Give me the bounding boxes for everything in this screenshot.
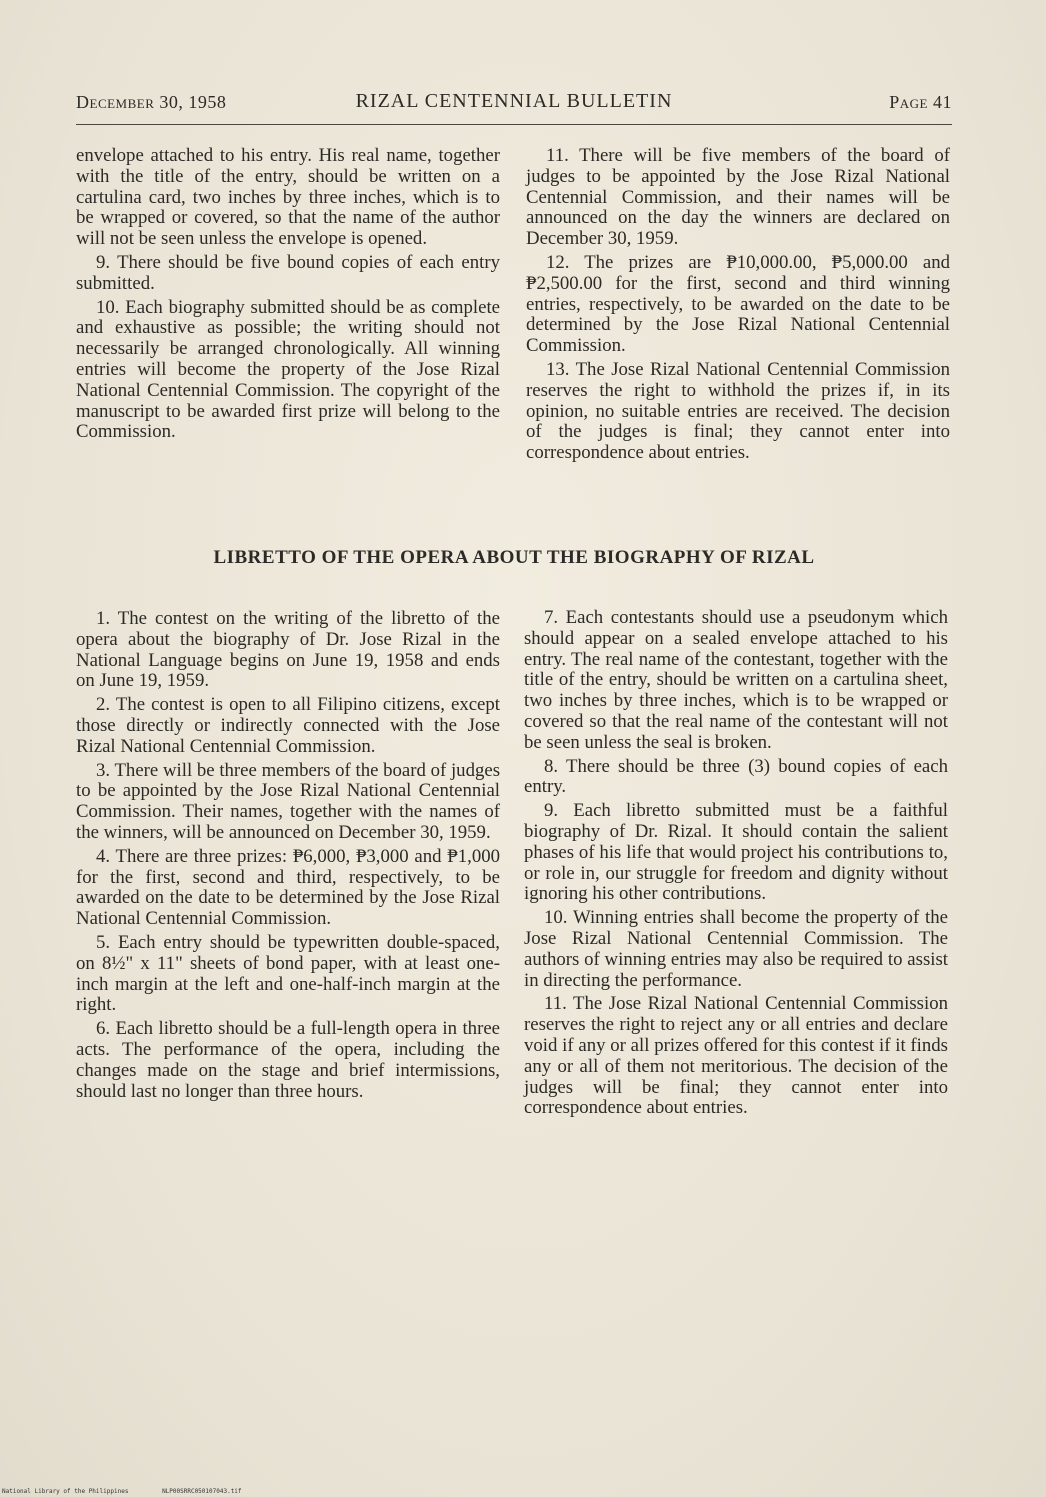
library-credit: National Library of the Philippines xyxy=(2,1488,129,1495)
paragraph: 7. Each contestants should use a pseudonym which should appear on a sealed envelope attached to his entry. The real name of the contestant, together with the title of the entry, should be written on a cartulina sheet, two inches by three inches, which is to be wrapped or covered so that the real name of the contestant will not be seen unless the seal is broken. xyxy=(524,607,948,753)
header-rule xyxy=(76,124,952,125)
paragraph: envelope attached to his entry. His real name, together with the title of the entry, should be written on a cartulina card, two inches by three inches, which is to be wrapped or covered, so that the name of the author will not be seen unless the envelope is opened. xyxy=(76,145,500,250)
section-heading: LIBRETTO OF THE OPERA ABOUT THE BIOGRAPHY OF RIZAL xyxy=(213,547,815,568)
paragraph: 11. There will be five members of the board of judges to be appointed by the Jose Rizal National Centennial Commission, and their names will be announced on the day the winners are declared on December 30, 1959. xyxy=(526,145,950,250)
paragraph: 12. The prizes are ₱10,000.00, ₱5,000.00 and ₱2,500.00 for the first, second and third winning entries, respectively, to be awarded on the date to be determined by the Jose Rizal National Centennial Commission. xyxy=(526,251,950,357)
page-number: Page 41 xyxy=(889,92,952,112)
bottom-right-column xyxy=(524,608,948,1122)
top-right-column xyxy=(526,146,950,467)
paragraph: 4. There are three prizes: ₱6,000, ₱3,000 and ₱1,000 for the first, second and third, respectively, to be awarded on the date to be determined by the Jose Rizal National Centennial Commission. xyxy=(76,845,500,930)
paragraph: 8. There should be three (3) bound copies of each entry. xyxy=(524,755,948,798)
paragraph: 3. There will be three members of the board of judges to be appointed by the Jose Rizal National Centennial Commission. Their names, together with the names of the winners, will be announced on December 30, 1959. xyxy=(76,759,500,843)
page-header xyxy=(76,88,952,118)
scan-filename: NLP00SRRC050107043.tif xyxy=(162,1488,242,1495)
paragraph: 5. Each entry should be typewritten double-spaced, on 8½" x 11" sheets of bond paper, with at least one-inch margin at the left and one-half-inch margin at the right. xyxy=(76,931,500,1016)
publication-title: RIZAL CENTENNIAL BULLETIN xyxy=(355,90,673,112)
paragraph: 10. Winning entries shall become the property of the Jose Rizal National Centennial Commission. The authors of winning entries may also be required to assist in directing the performance. xyxy=(524,907,948,991)
issue-date: December 30, 1958 xyxy=(76,92,227,112)
top-left-column xyxy=(76,146,500,446)
paragraph: 11. The Jose Rizal National Centennial Commission reserves the right to reject any or all entries and declare void if any or all prizes offered for this contest if it finds any or all of them not meritorious. The decision of the judges will be final; they cannot enter into correspondence about entries. xyxy=(524,993,948,1119)
paragraph: 13. The Jose Rizal National Centennial Commission reserves the right to withhold the prizes if, in its opinion, no suitable entries are received. The decision of the judges is final; they cannot enter into correspondence about entries. xyxy=(526,358,950,464)
paragraph: 10. Each biography submitted should be as complete and exhaustive as possible; the writing should not necessarily be arranged chronologically. All winning entries will become the property of the Jose Rizal National Centennial Commission. The copyright of the manuscript to be awarded first prize will belong to the Commission. xyxy=(76,296,500,443)
paragraph: 9. There should be five bound copies of each entry submitted. xyxy=(76,251,500,294)
scan-footer xyxy=(2,1488,272,1495)
bottom-left-column xyxy=(76,609,500,1105)
paragraph: 6. Each libretto should be a full-length opera in three acts. The performance of the opera, including the changes made on the stage and brief intermissions, should last no longer than three hours. xyxy=(76,1018,500,1102)
paragraph: 1. The contest on the writing of the libretto of the opera about the biography of Dr. Jose Rizal in the National Language begins on June 19, 1958 and ends on June 19, 1959. xyxy=(76,608,500,692)
paragraph: 2. The contest is open to all Filipino citizens, except those directly or indirectly connected with the Jose Rizal National Centennial Commission. xyxy=(76,694,500,757)
paragraph: 9. Each libretto submitted must be a faithful biography of Dr. Rizal. It should contain the salient phases of his life that would project his contributions to, or role in, our struggle for freedom and dignity without ignoring his other contributions. xyxy=(524,800,948,905)
